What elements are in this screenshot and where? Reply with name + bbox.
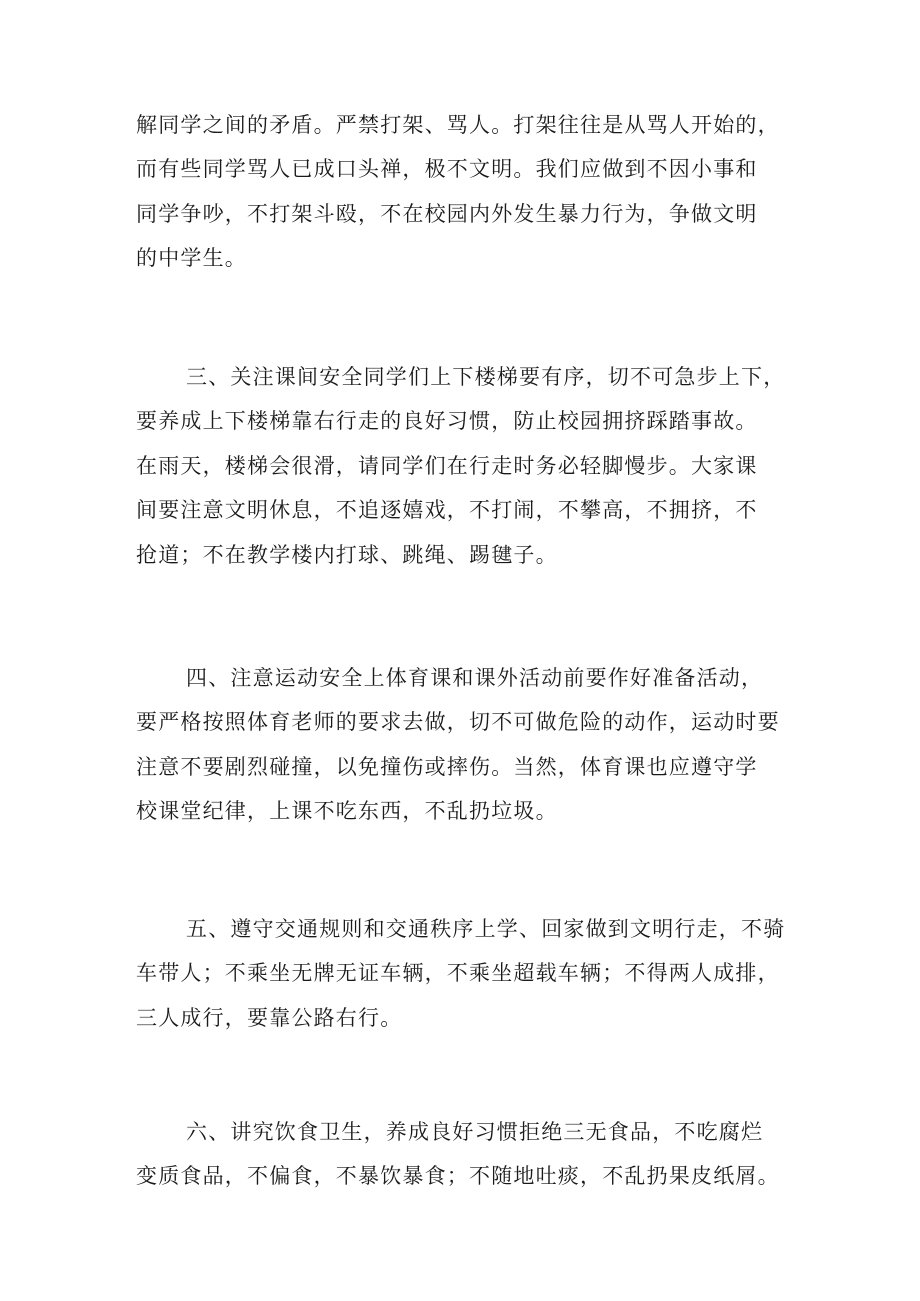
paragraph-conflict-continued	[136, 103, 796, 281]
paragraph-break-safety	[136, 355, 796, 577]
paragraph-line: 六、讲究饮食卫生，养成良好习惯拒绝三无食品，不吃腐烂	[186, 1120, 764, 1144]
paragraph-line: 要养成上下楼梯靠右行走的良好习惯，防止校园拥挤踩踏事故。	[136, 409, 758, 434]
paragraph-line: 校课堂纪律，上课不吃东西，不乱扔垃圾。	[136, 799, 558, 824]
paragraph-line: 抢道；不在教学楼内打球、跳绳、踢毽子。	[136, 542, 558, 567]
paragraph-line: 的中学生。	[136, 246, 247, 271]
paragraph-traffic-rules	[136, 907, 796, 1040]
paragraph-line: 三、关注课间安全同学们上下楼梯要有序，切不可急步上下，	[186, 365, 786, 389]
paragraph-line: 在雨天，楼梯会很滑，请同学们在行走时务必轻脚慢步。大家课	[136, 453, 758, 478]
paragraph-line: 注意不要剧烈碰撞，以免撞伤或摔伤。当然，体育课也应遵守学	[136, 754, 758, 779]
paragraph-food-hygiene	[136, 1110, 796, 1199]
paragraph-line: 五、遵守交通规则和交通秩序上学、回家做到文明行走，不骑	[186, 917, 786, 941]
paragraph-line: 车带人；不乘坐无牌无证车辆，不乘坐超载车辆；不得两人成排，	[136, 961, 780, 986]
paragraph-line: 间要注意文明休息，不追逐嬉戏，不打闹，不攀高，不拥挤，不	[136, 498, 758, 523]
paragraph-line: 三人成行，要靠公路右行。	[136, 1005, 403, 1030]
paragraph-line: 四、注意运动安全上体育课和课外活动前要作好准备活动，	[186, 666, 764, 690]
paragraph-line: 要严格按照体育老师的要求去做，切不可做危险的动作，运动时要	[136, 710, 780, 735]
paragraph-line: 同学争吵，不打架斗殴，不在校园内外发生暴力行为，争做文明	[136, 201, 758, 226]
paragraph-line: 变质食品，不偏食，不暴饮暴食；不随地吐痰，不乱扔果皮纸屑。	[136, 1164, 780, 1189]
paragraph-line: 解同学之间的矛盾。严禁打架、骂人。打架往往是从骂人开始的，	[136, 113, 780, 137]
paragraph-sports-safety	[136, 656, 796, 834]
paragraph-line: 而有些同学骂人已成口头禅，极不文明。我们应做到不因小事和	[136, 157, 758, 182]
